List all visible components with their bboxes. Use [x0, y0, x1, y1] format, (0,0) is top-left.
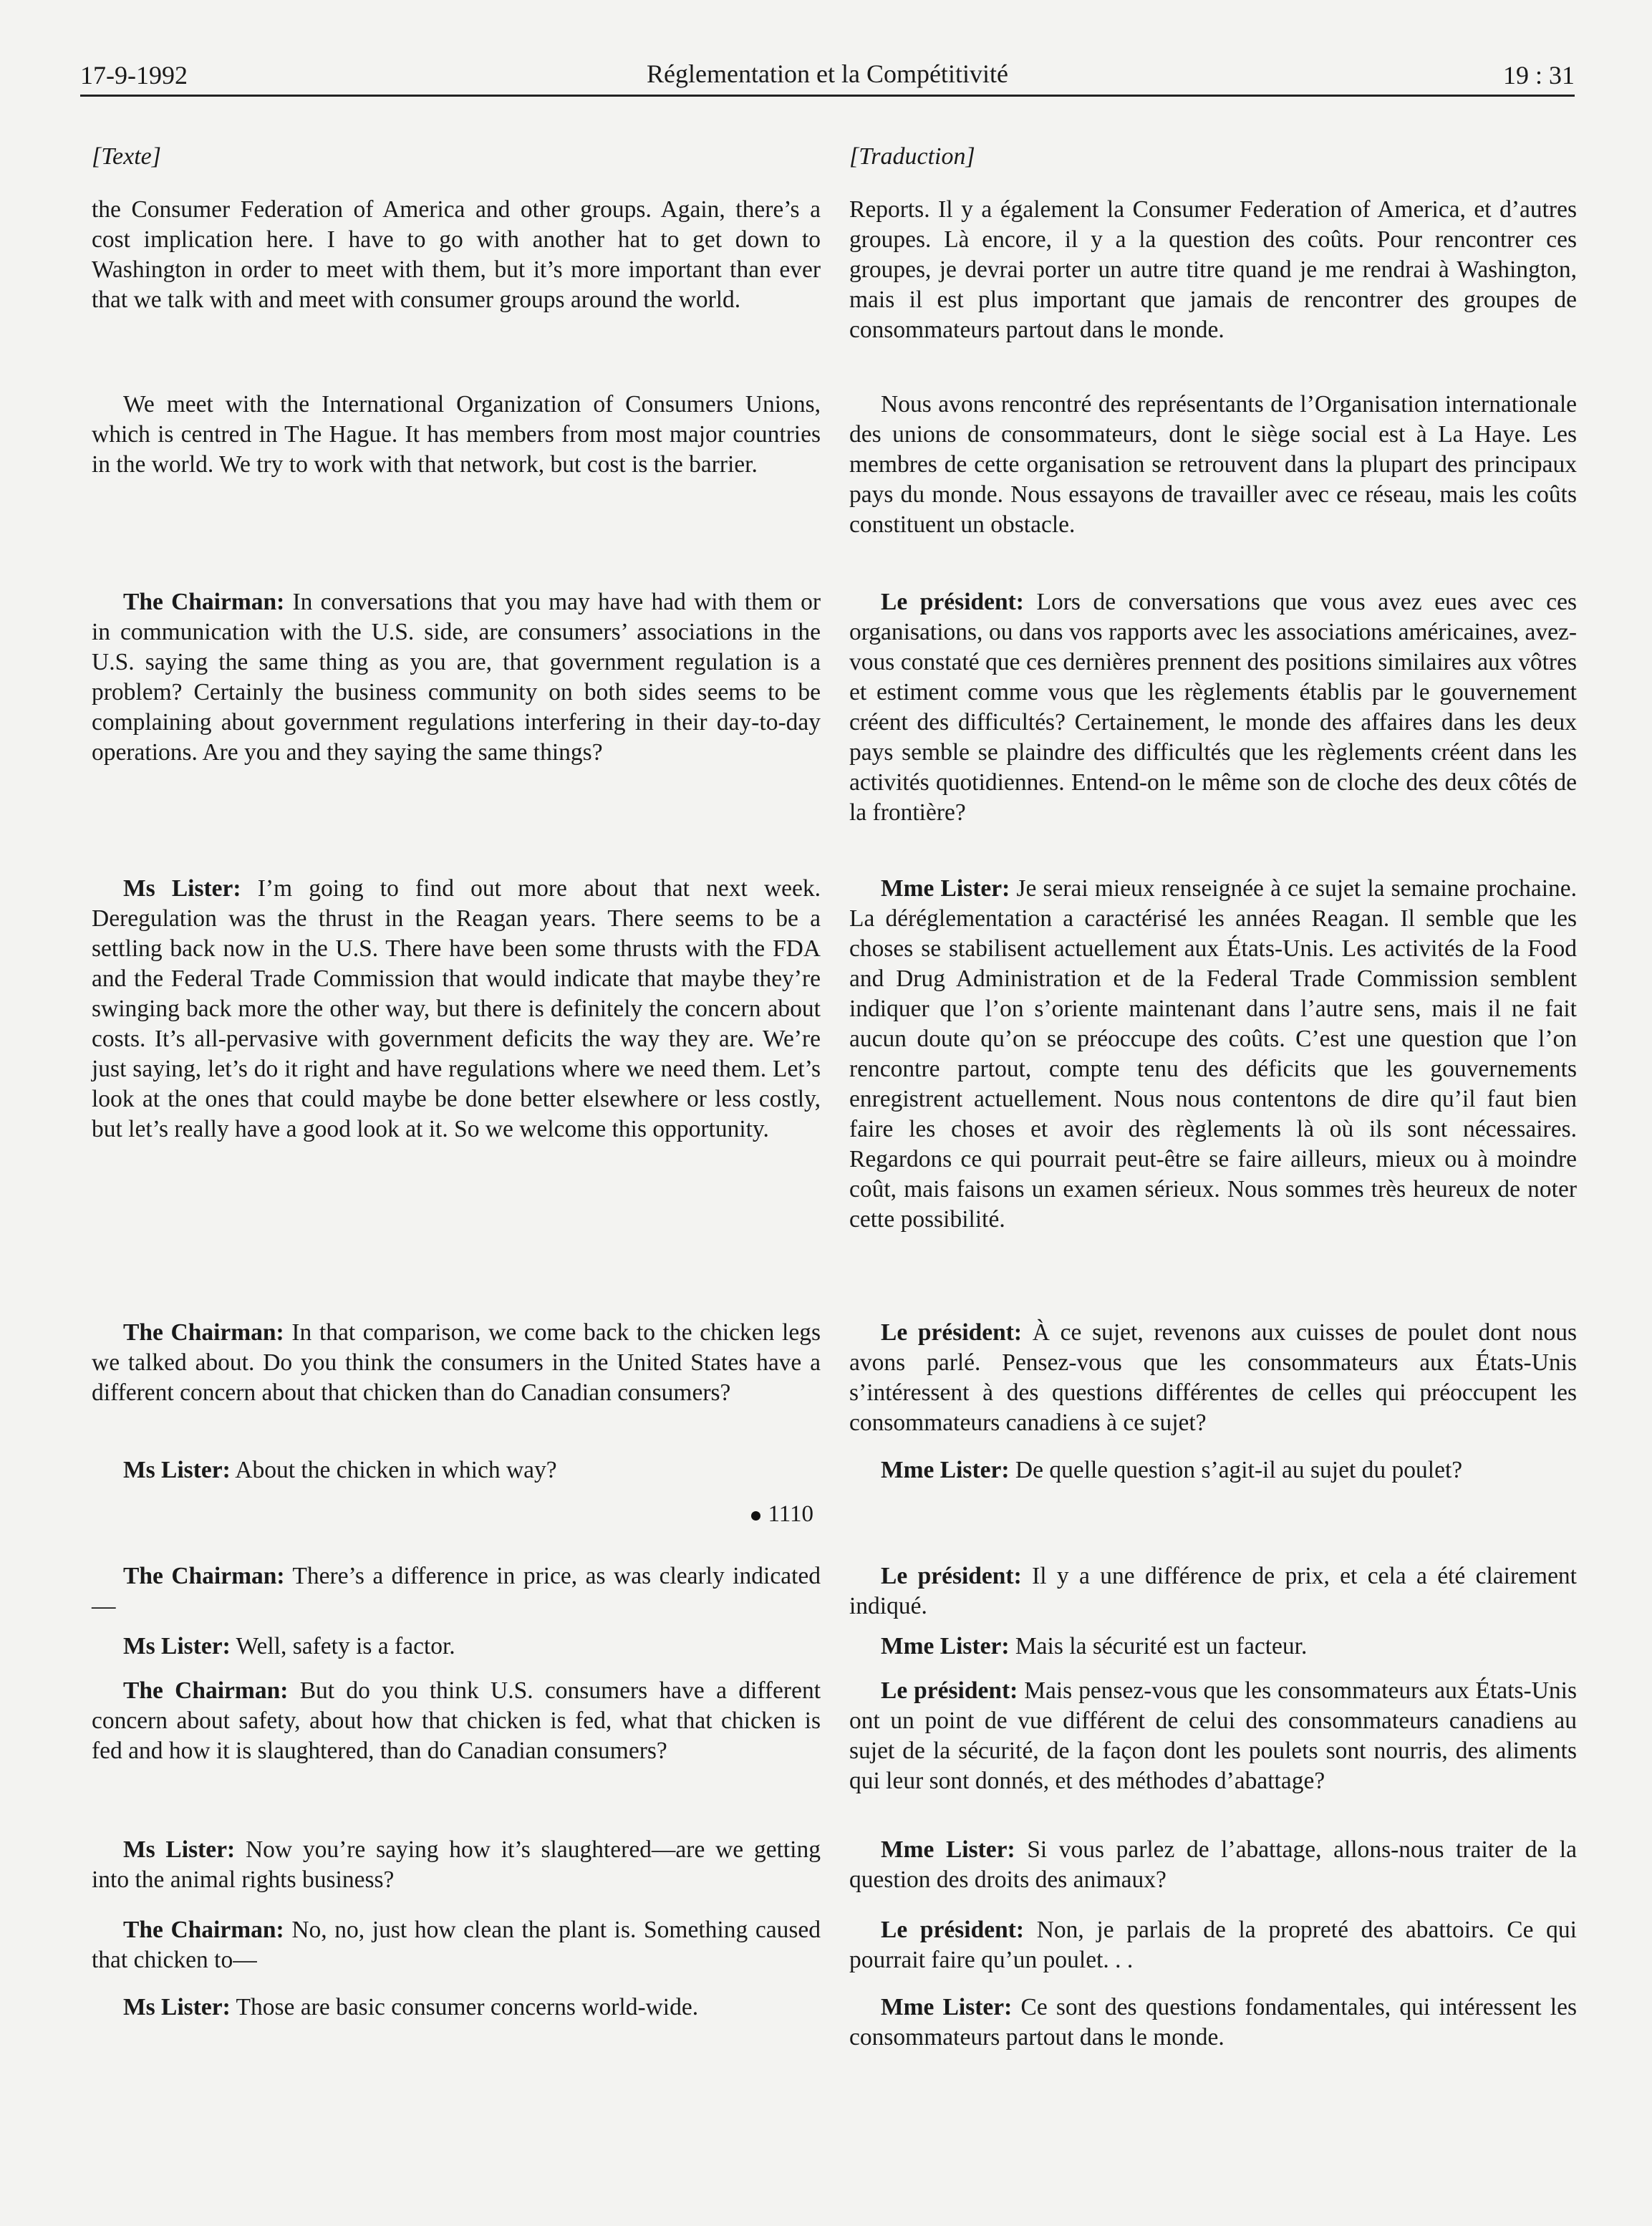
- paragraph: [92, 1561, 821, 1622]
- paragraph: [92, 1318, 821, 1408]
- speaker-name: Le président:: [881, 1917, 1025, 1943]
- paragraph: [849, 1561, 1577, 1622]
- paragraph: [849, 1915, 1577, 1975]
- paragraph: [92, 1835, 821, 1895]
- header-title: Réglementation et la Compétitivité: [647, 59, 1008, 88]
- speaker-name: Mme Lister:: [881, 1836, 1015, 1863]
- speech-text: Well, safety is a factor.: [230, 1633, 455, 1659]
- page-header: [80, 52, 1575, 97]
- speech-text: No, no, just how clean the plant is. Something caused that chicken to—: [92, 1917, 821, 1973]
- paragraph: We meet with the International Organization of Consumers Unions, which is centred in The Hague. It has members from most major countries in the world. We try to work with that network, but cost is the barrier.: [92, 391, 821, 478]
- french-column: [849, 143, 1578, 2051]
- speech-text: But do you think U.S. consumers have a different concern about safety, about how that chicken is fed, what that chicken is fed and how it is slaughtered, than do Canadian consumers?: [92, 1677, 821, 1764]
- paragraph: [92, 1676, 821, 1766]
- speech-text: Je serai mieux renseignée à ce sujet la semaine prochaine. La déréglementation a caractérisé les années Reagan. Il semble que les choses se stabilisent actuellement aux États-Unis. Les activités de la Food and Drug Administration et de la Federal Trade Commission semblent indiquer que l’on s’oriente maintenant dans l’autre sens, mais il ne fait aucun doute qu’on se préoccupe des coûts. C’est une question que l’on rencontre partout, compte tenu des déficits que les gouvernements enregistrent actuellement. Nous nous contentons de dire qu’il faut bien faire les choses et avoir des règlements là où ils sont nécessaires. Regardons ce qui pourrait peut-être se faire ailleurs, mieux ou à moindre coût, mais faisons un examen sérieux. Nous sommes très heureux de noter cette possibilité.: [849, 875, 1578, 1233]
- speech-text: Now you’re saying how it’s slaughtered—are we getting into the animal rights business?: [92, 1836, 821, 1893]
- paragraph: [92, 1993, 821, 2023]
- bullet-icon: [751, 1511, 760, 1521]
- paragraph: [849, 1835, 1577, 1895]
- speaker-name: Le président:: [881, 1319, 1023, 1346]
- speaker-name: Mme Lister:: [881, 1633, 1010, 1659]
- paragraph: Reports. Il y a également la Consumer Federation of America, et d’autres groupes. Là encore, il y a la question des coûts. Pour rencontrer ces groupes, je devrai porter un autre titre quand je me rendrai à Washington, mais il est plus important que jamais de rencontrer des groupes de consommateurs partout dans le monde.: [849, 196, 1577, 343]
- speaker-name: The Chairman:: [123, 1677, 289, 1704]
- speaker-name: The Chairman:: [123, 589, 285, 615]
- speaker-name: Mme Lister:: [881, 875, 1010, 902]
- speech-text: De quelle question s’agit-il au sujet du poulet?: [1009, 1457, 1463, 1483]
- speaker-name: Le président:: [881, 1563, 1022, 1589]
- speech-text: I’m going to find out more about that next week. Deregulation was the thrust in the Reagan years. There seems to be a settling back now in the U.S. There have been some thrusts with the FDA and the Federal Trade Commission that would indicate that maybe they’re swinging back more the other way, but there is definitely the concern about costs. It’s all-pervasive with government deficits the way they are. We’re just saying, let’s do it right and have regulations where we need them. Let’s look at the ones that could maybe be done better elsewhere or less costly, but let’s really have a good look at it. So we welcome this opportunity.: [92, 875, 821, 1142]
- speaker-name: Mme Lister:: [881, 1994, 1013, 2020]
- header-date: 17-9-1992: [80, 61, 188, 90]
- speaker-name: Le président:: [881, 589, 1024, 615]
- speech-text: Il y a une différence de prix, et cela a été clairement indiqué.: [849, 1563, 1577, 1619]
- speech-text: Si vous parlez de l’abattage, allons-nous traiter de la question des droits des animaux?: [849, 1836, 1577, 1893]
- speech-text: Mais la sécurité est un facteur.: [1009, 1633, 1308, 1659]
- speaker-name: The Chairman:: [123, 1319, 284, 1346]
- speech-text: Those are basic consumer concerns world-wide.: [230, 1994, 699, 2020]
- speech-text: Ce sont des questions fondamentales, qui intéressent les consommateurs partout dans le monde.: [849, 1994, 1577, 2051]
- speech-text: Non, je parlais de la propreté des abattoirs. Ce qui pourrait faire qu’un poulet. . .: [849, 1917, 1577, 1973]
- speaker-name: Le président:: [881, 1677, 1018, 1704]
- speaker-name: Mme Lister:: [881, 1457, 1010, 1483]
- speaker-name: Ms Lister:: [123, 1457, 231, 1483]
- paragraph: [92, 587, 821, 768]
- speaker-name: The Chairman:: [123, 1917, 284, 1943]
- paragraph: Nous avons rencontré des représentants de l’Organisation internationale des unions de consommateurs, dont le siège social est à La Haye. Les membres de cette organisation se retrouvent dans la plupart des principaux pays du monde. Nous essayons de travailler avec ce réseau, mais les coûts constituent un obstacle.: [849, 391, 1577, 538]
- column-tag-texte: [Texte]: [92, 143, 161, 170]
- paragraph: [849, 1455, 1577, 1485]
- paragraph: [849, 1676, 1577, 1796]
- speaker-name: Ms Lister:: [123, 1633, 231, 1659]
- header-page-number: 19 : 31: [1502, 61, 1575, 90]
- speech-text: Mais pensez-vous que les consommateurs aux États-Unis ont un point de vue différent de celui des consommateurs canadiens au sujet de la sécurité, de la façon dont les poulets sont nourris, des aliments qui leur sont donnés, et des méthodes d’abattage?: [849, 1677, 1577, 1794]
- time-marker-text: 1110: [768, 1501, 813, 1527]
- time-marker: [751, 1501, 813, 1528]
- speech-text: À ce sujet, revenons aux cuisses de poulet dont nous avons parlé. Pensez-vous que les consommateurs aux États-Unis s’intéressent à des questions différentes de celles qui préoccupent les consommateurs canadiens à ce sujet?: [849, 1319, 1578, 1436]
- speaker-name: Ms Lister:: [123, 875, 241, 902]
- paragraph: [849, 587, 1577, 828]
- paragraph: [92, 874, 821, 1145]
- speaker-name: The Chairman:: [123, 1563, 285, 1589]
- speech-text: In conversations that you may have had with them or in communication with the U.S. side, are consumers’ associations in the U.S. saying the same thing as you are, that government regulation is a problem? Certainly the business community on both sides seems to be complaining about government regulations interfering in their day-to-day operations. Are you and they saying the same things?: [92, 589, 821, 766]
- speaker-name: Ms Lister:: [123, 1994, 231, 2020]
- speech-text: In that comparison, we come back to the chicken legs we talked about. Do you think the consumers in the United States have a different concern about that chicken than do Canadian consumers?: [92, 1319, 821, 1406]
- english-column: [92, 143, 821, 2020]
- column-tag-traduction: [Traduction]: [849, 143, 975, 170]
- paragraph: [849, 1632, 1577, 1662]
- speech-text: About the chicken in which way?: [230, 1457, 557, 1483]
- paragraph: [849, 874, 1577, 1235]
- paragraph: [849, 1993, 1577, 2053]
- speech-text: There’s a difference in price, as was clearly indicated—: [92, 1563, 821, 1619]
- paragraph: [92, 1455, 821, 1485]
- paragraph: [849, 1318, 1577, 1438]
- speech-text: Lors de conversations que vous avez eues avec ces organisations, ou dans vos rapports avec les associations américaines, avez-vous constaté que ces dernières prennent des positions similaires aux vôtres et estiment comme vous que les règlements établis par le gouvernement créent des difficultés? Certainement, le monde des affaires dans les deux pays semble se plaindre des difficultés que les règlements créent dans les activités quotidiennes. Entend-on le même son de cloche des deux côtés de la frontière?: [849, 589, 1577, 826]
- paragraph: [92, 1632, 821, 1662]
- paragraph: [92, 1915, 821, 1975]
- speaker-name: Ms Lister:: [123, 1836, 236, 1863]
- paragraph: the Consumer Federation of America and other groups. Again, there’s a cost implication here. I have to go with another hat to get down to Washington in order to meet with them, but it’s more important than ever that we talk with and meet with consumer groups around the world.: [92, 196, 821, 313]
